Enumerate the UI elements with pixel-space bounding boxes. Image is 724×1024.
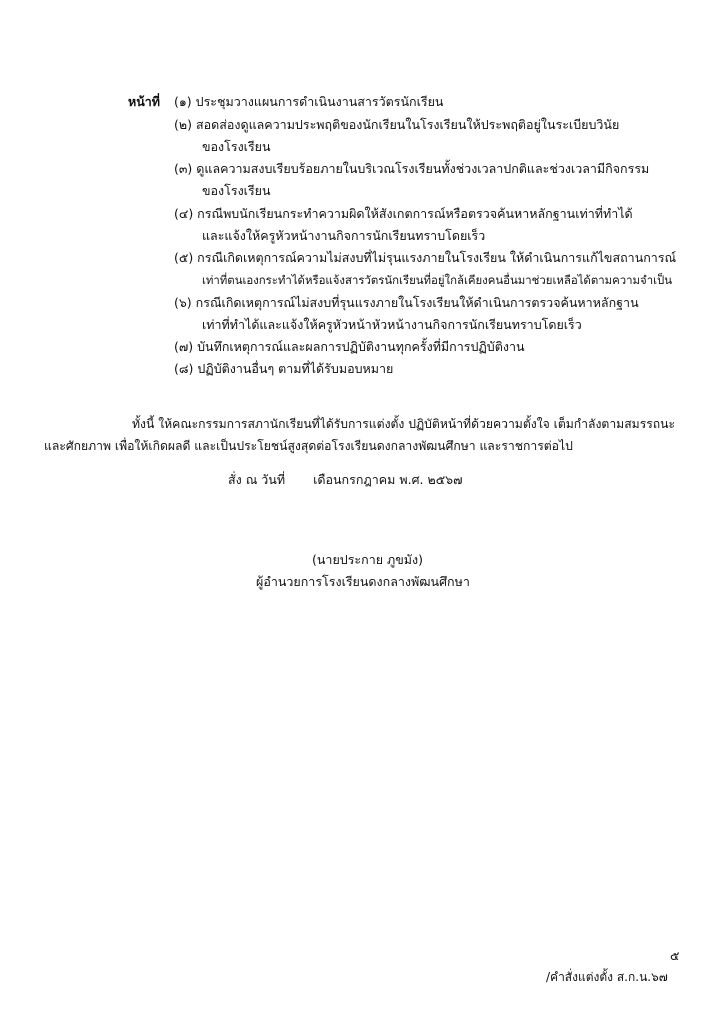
signatory-position: ผู้อำนวยการโรงเรียนดงกลางพัฒนศึกษา xyxy=(256,574,470,589)
duties-label: หน้าที่ xyxy=(128,94,161,109)
duty-item-3: (๓) ดูแลความสงบเรียบร้อยภายในบริเวณโรงเรียนทั้งช่วงเวลาปกติและช่วงเวลามีกิจกรรม xyxy=(174,161,650,176)
duty-item-1: (๑) ประชุมวางแผนการดำเนินงานสารวัตรนักเรียน xyxy=(174,94,444,109)
page-number: ๕ xyxy=(670,948,680,963)
duty-item-8: (๘) ปฏิบัติงานอื่นๆ ตามที่ได้รับมอบหมาย xyxy=(174,361,394,376)
closing-paragraph-line-1: ทั้งนี้ ให้คณะกรรมการสภานักเรียนที่ได้รับการแต่งตั้ง ปฏิบัติหน้าที่ด้วยความตั้งใจ เต็มกำลังตามสมรรถนะ xyxy=(132,417,676,431)
duty-item-4-continued: และแจ้งให้ครูหัวหน้างานกิจการนักเรียนทราบโดยเร็ว xyxy=(202,228,486,243)
duty-item-4: (๔) กรณีพบนักเรียนกระทำความผิดให้สังเกตการณ์หรือตรวจค้นหาหลักฐานเท่าที่ทำได้ xyxy=(174,206,633,221)
continuation-note: /คำสั่งแต่งตั้ง ส.ก.น.๖๗ xyxy=(546,970,668,984)
duty-item-5: (๕) กรณีเกิดเหตุการณ์ความไม่สงบที่ไม่รุนแรงภายในโรงเรียน ให้ดำเนินการแก้ไขสถานการณ์ xyxy=(174,250,677,265)
order-date-month-year: เดือนกรกฎาคม พ.ศ. ๒๕๖๗ xyxy=(313,472,463,487)
duty-item-5-continued: เท่าที่ตนเองกระทำได้หรือแจ้งสารวัตรนักเรียนที่อยู่ใกล้เคียงคนอื่นมาช่วยเหลือได้ตามความจำเป็น xyxy=(202,273,673,287)
duty-item-3-continued: ของโรงเรียน xyxy=(202,183,271,198)
signatory-name: (นายประกาย ภูขมัง) xyxy=(312,552,424,567)
duty-item-2: (๒) สอดส่องดูแลความประพฤติของนักเรียนในโรงเรียนให้ประพฤติอยู่ในระเบียบวินัย xyxy=(174,117,620,132)
duty-item-2-continued: ของโรงเรียน xyxy=(202,139,271,154)
order-date-prefix: สั่ง ณ วันที่ xyxy=(228,472,286,487)
closing-paragraph-line-2: และศักยภาพ เพื่อให้เกิดผลดี และเป็นประโยชน์สูงสุดต่อโรงเรียนดงกลางพัฒนศึกษา และราชการต่อไป xyxy=(44,439,573,453)
duty-item-6-continued: เท่าที่ทำได้และแจ้งให้ครูหัวหน้าหัวหน้างานกิจการนักเรียนทราบโดยเร็ว xyxy=(202,317,582,332)
duty-item-6: (๖) กรณีเกิดเหตุการณ์ไม่สงบที่รุนแรงภายในโรงเรียนให้ดำเนินการตรวจค้นหาหลักฐาน xyxy=(174,295,639,310)
order-date xyxy=(228,472,463,488)
duty-item-7: (๗) บันทึกเหตุการณ์และผลการปฏิบัติงานทุกครั้งที่มีการปฏิบัติงาน xyxy=(174,339,525,354)
